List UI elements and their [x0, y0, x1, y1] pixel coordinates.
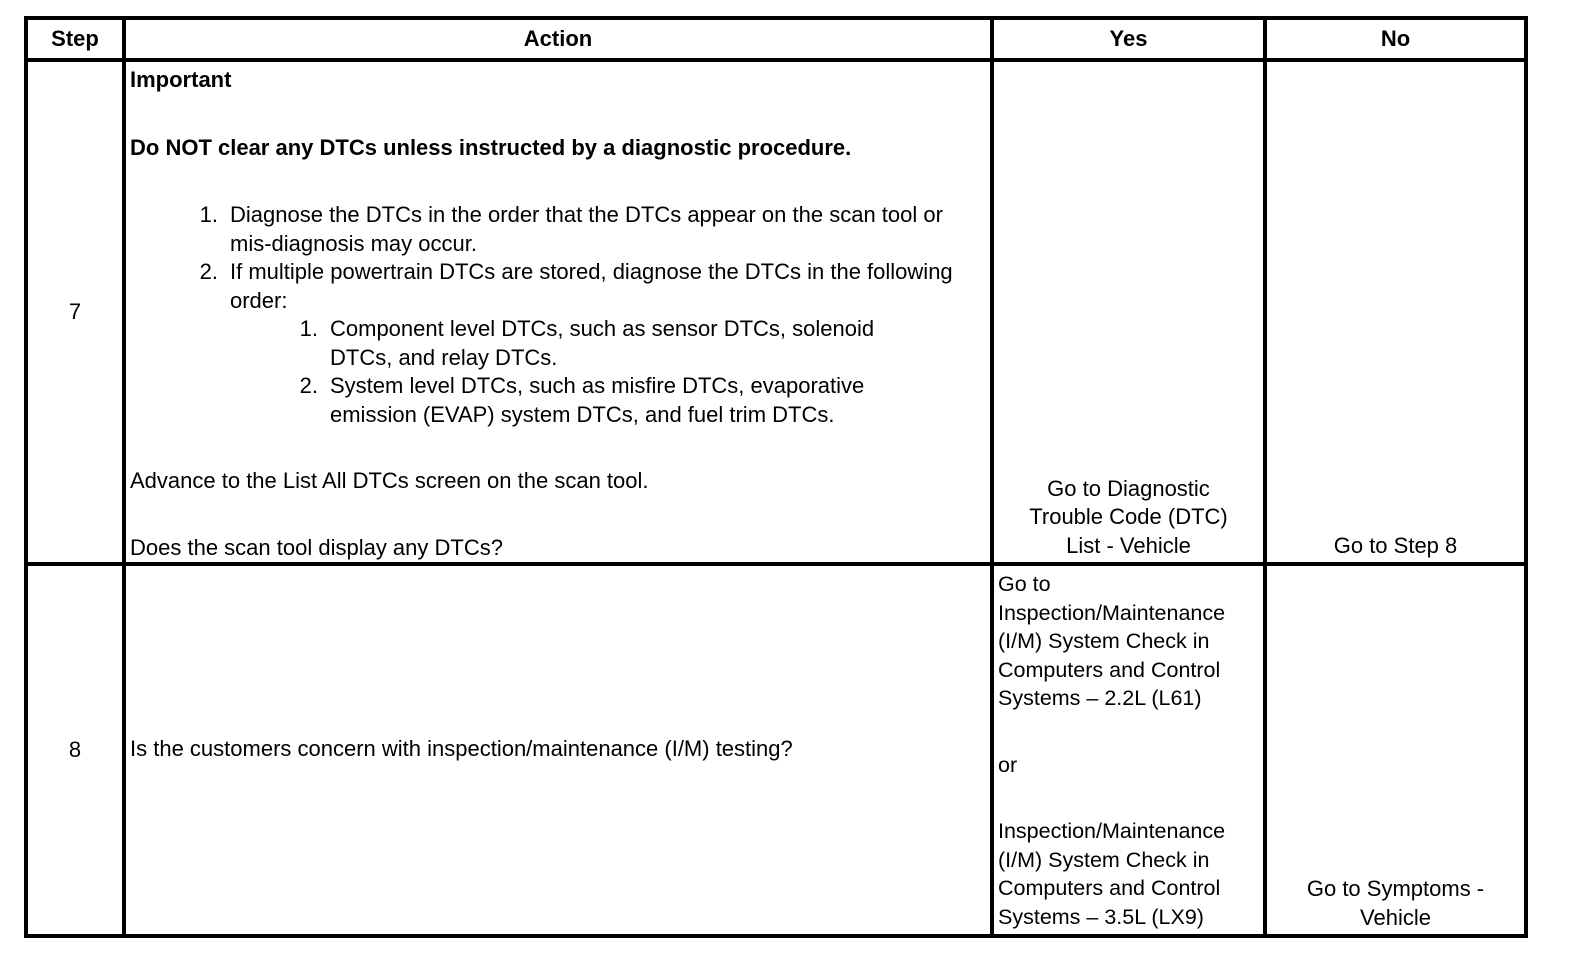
step-8-no-line: Vehicle: [1360, 904, 1431, 930]
sub-list-item: [288, 372, 918, 429]
step-8-yes-line: Systems – 2.2L (L61): [998, 686, 1202, 710]
list-item-number: 2.: [199, 259, 218, 284]
sub-list-item-text: Component level DTCs, such as sensor DTCs, solenoid DTCs, and relay DTCs.: [330, 316, 875, 370]
step-8-no-line: Go to Symptoms -: [1306, 876, 1485, 901]
step-8-yes-line: Go to: [998, 572, 1051, 596]
sub-list-item-text: System level DTCs, such as misfire DTCs, evaporative emission (EVAP) system DTCs, and fuel trim DTCs.: [330, 373, 865, 427]
sub-list-item-number: 2.: [299, 373, 318, 398]
header-yes: Yes: [992, 18, 1265, 60]
step-8-question: Is the customers concern with inspection/maintenance (I/M) testing?: [130, 735, 793, 761]
step-7-action: [124, 60, 992, 564]
step-8-yes-line: (I/M) System Check in: [998, 629, 1210, 653]
list-item: [188, 258, 968, 429]
sub-list-item-number: 1.: [299, 316, 318, 341]
step-8-yes-line: Systems – 3.5L (LX9): [998, 904, 1204, 929]
step-8-yes-line: Computers and Control: [998, 657, 1221, 682]
step-7-yes-line: Trouble Code (DTC): [1029, 504, 1228, 529]
step-8-yes: [992, 564, 1265, 936]
step-7-question: Does the scan tool display any DTCs?: [130, 535, 503, 560]
step-8-row: [26, 564, 1526, 936]
header-no: No: [1265, 18, 1526, 60]
step-8-or: or: [998, 752, 1018, 777]
list-item-number: 1.: [199, 202, 218, 227]
list-item: [188, 201, 968, 258]
step-8-no: [1265, 564, 1526, 936]
step-8-yes-line: (I/M) System Check in: [998, 847, 1210, 872]
step-7-row: [26, 60, 1526, 564]
header-step: Step: [26, 18, 124, 60]
list-item-text: If multiple powertrain DTCs are stored, diagnose the DTCs in the following order:: [230, 259, 953, 313]
sub-list: [230, 315, 918, 429]
step-7-yes-line: Go to Diagnostic: [1047, 475, 1210, 501]
step-7-number: 7: [26, 60, 124, 564]
header-action: Action: [124, 18, 992, 60]
sub-list-item: [288, 315, 918, 372]
step-7-yes: [992, 60, 1265, 564]
spacer: [998, 713, 1263, 751]
step-8-yes-line: Inspection/Maintenance: [998, 819, 1226, 843]
diagnostic-table: [24, 16, 1528, 938]
header-row: [26, 18, 1526, 60]
step-7-no-text: Go to Step 8: [1333, 532, 1458, 558]
warning-text: Do NOT clear any DTCs unless instructed by a diagnostic procedure.: [130, 135, 852, 160]
instruction-list: [188, 201, 968, 429]
step-8-yes-line: Inspection/Maintenance: [998, 600, 1226, 625]
step-8-action: [124, 564, 992, 936]
step-7-no: [1265, 60, 1526, 564]
list-item-text: Diagnose the DTCs in the order that the DTCs appear on the scan tool or mis-diagnosis may occur.: [230, 202, 943, 256]
step-8-yes-line: Computers and Control: [998, 876, 1221, 900]
important-label: Important: [130, 67, 232, 92]
step-7-yes-line: List - Vehicle: [1066, 532, 1191, 558]
step-8-number: 8: [26, 564, 124, 936]
advance-instruction: Advance to the List All DTCs screen on the scan tool.: [130, 468, 649, 493]
spacer: [998, 779, 1263, 817]
